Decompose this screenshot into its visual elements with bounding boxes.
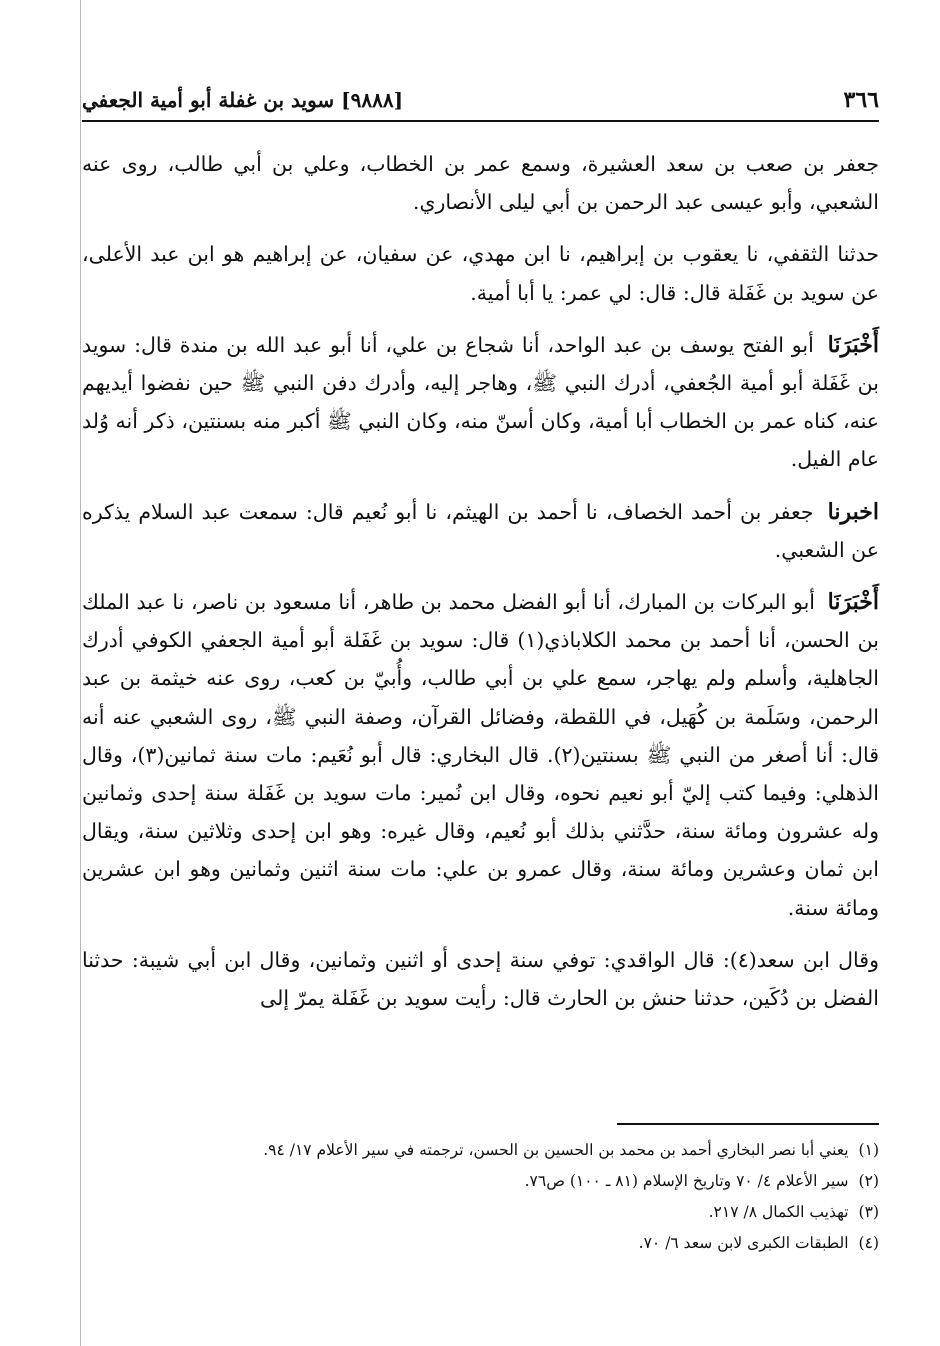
paragraph-5-lead: أَخْبَرَنَا (827, 589, 879, 616)
footnote-4 (82, 1228, 879, 1259)
footnote-2 (82, 1166, 879, 1197)
paragraph-4-text: جعفر بن أحمد الخصاف، نا أحمد بن الهيثم، نا أبو نُعيم قال: سمعت عبد السلام يذكره عن الشعبي. (82, 499, 879, 562)
footnote-text: يعني أبا نصر البخاري أحمد بن محمد بن الحسين بن الحسن، ترجمته في سير الأعلام ١٧/ ٩٤. (263, 1141, 849, 1159)
paragraph-1-text: جعفر بن صعب بن سعد العشيرة، وسمع عمر بن الخطاب، وعلي بن أبي طالب، روى عنه الشعبي، وأبو عيسى عبد الرحمن بن أبي ليلى الأنصاري. (82, 152, 879, 215)
footnote-1 (82, 1135, 879, 1166)
footnote-separator (617, 1123, 879, 1125)
footnote-text: سير الأعلام ٤/ ٧٠ وتاريخ الإسلام (٨١ ـ ١٠٠) ص٧٦. (524, 1172, 849, 1190)
footnote-text: تهذيب الكمال ٨/ ٢١٧. (708, 1203, 849, 1221)
footnote-number: (٤) (858, 1234, 879, 1252)
paragraph-5-text: أبو البركات بن المبارك، أنا أبو الفضل محمد بن طاهر، أنا مسعود بن ناصر، نا عبد الملك بن الحسن، أنا أحمد بن محمد الكلاباذي(١) قال: سويد بن غَفَلة أبو أمية الجعفي الكوفي أدرك الجاهلية، وأسلم ولم يهاجر، سمع علي بن أبي طالب، وأُبيّ بن كعب، روى عنه خيثمة بن عبد الرحمن، وسَلَمة بن كُهَيل، في اللقطة، وفضائل القرآن، وصفة النبي ﷺ، روى الشعبي عنه أنه قال: أنا أصغر من النبي ﷺ بسنتين(٢). قال البخاري: قال أبو نُعَيم: مات سنة ثمانين(٣)، وقال الذهلي: وفيما كتب إليّ أبو نعيم نحوه، وقال ابن نُمير: مات سويد بن غَفَلة سنة إحدى وثمانين وله عشرون ومائة سنة، حدَّثني بذلك أبو نُعيم، وقال غيره: وهو ابن إحدى وثلاثين سنة، ويقال ابن ثمان وعشرين ومائة سنة، وقال عمرو بن علي: مات سنة اثنين وثمانين وهو ابن عشرين ومائة سنة. (82, 590, 879, 920)
paragraph-3 (82, 326, 879, 479)
paragraph-3-lead: أَخْبَرَنَا (827, 331, 879, 358)
paragraph-3-text: أبو الفتح يوسف بن عبد الواحد، أنا شجاع بن علي، أنا أبو عبد الله بن مندة قال: سويد بن غَفَلة أبو أمية الجُعفي، أدرك النبي ﷺ، وهاجر إليه، وأدرك دفن النبي ﷺ حين نفضوا أيديهم عنه، كناه عمر بن الخطاب أبا أمية، وكان أسنّ منه، وكان النبي ﷺ أكبر منه بسنتين، ذكر أنه وُلد عام الفيل. (82, 332, 879, 472)
footnotes (82, 1135, 879, 1259)
footnote-number: (٣) (858, 1203, 879, 1221)
footnote-text: الطبقات الكبرى لابن سعد ٦/ ٧٠. (638, 1234, 849, 1252)
footnote-3 (82, 1197, 879, 1228)
paragraph-2 (82, 235, 879, 311)
paragraph-4 (82, 493, 879, 569)
running-title: [٩٨٨٨] سويد بن غفلة أبو أمية الجعفي (82, 88, 404, 112)
paragraph-4-lead: اخبرنا (827, 498, 879, 525)
main-text (82, 145, 879, 1031)
paragraph-1 (82, 145, 879, 221)
footnote-number: (١) (858, 1141, 879, 1159)
paragraph-5 (82, 583, 879, 927)
paragraph-2-text: حدثنا الثقفي، نا يعقوب بن إبراهيم، نا ابن مهدي، عن سفيان، عن إبراهيم هو ابن عبد الأعلى، عن سويد بن غَفَلة قال: قال: لي عمر: يا أبا أمية. (82, 242, 879, 305)
binding-gutter-line (80, 0, 81, 1346)
paragraph-6 (82, 941, 879, 1017)
paragraph-6-text: وقال ابن سعد(٤): قال الواقدي: توفي سنة إحدى أو اثنين وثمانين، وقال ابن أبي شيبة: حدثنا الفضل بن دُكَين، حدثنا حنش بن الحارث قال: رأيت سويد بن غَفَلة يمرّ إلى (82, 947, 879, 1011)
page-number: ٣٦٦ (843, 87, 879, 113)
footnote-number: (٢) (858, 1172, 879, 1190)
page-header (82, 80, 879, 122)
